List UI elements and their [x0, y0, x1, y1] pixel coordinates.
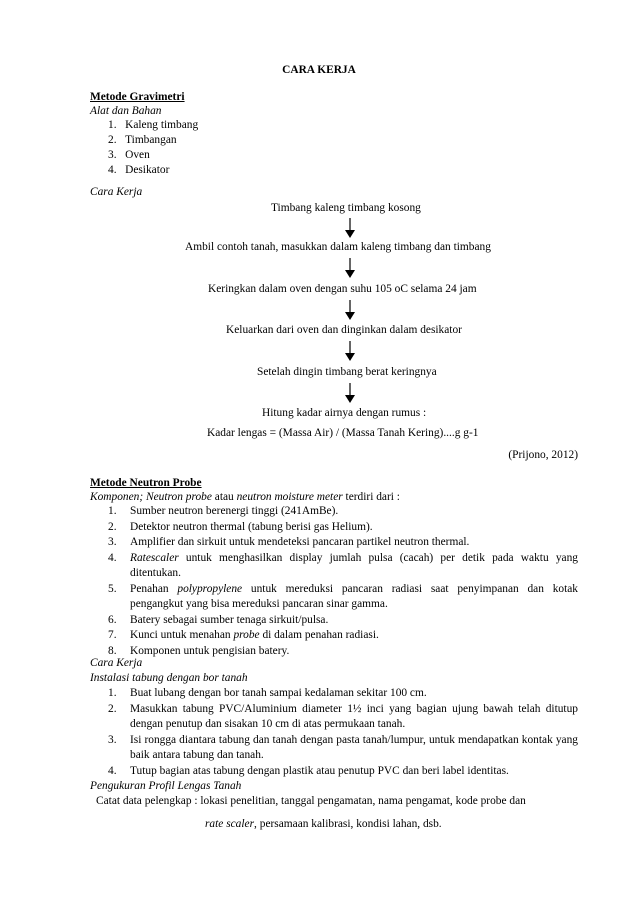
- cara-kerja-label: Cara Kerja: [90, 186, 143, 198]
- page-title: CARA KERJA: [282, 64, 356, 76]
- citation: (Prijono, 2012): [508, 449, 578, 461]
- list-item: 8. Komponen untuk pengisian batery.: [108, 644, 290, 657]
- list-item: 4. Tutup bagian atas tabung dengan plastik atau penutup PVC dan beri label identitas.: [108, 764, 509, 777]
- flow-arrow-icon: [344, 383, 356, 403]
- list-item: 3. Amplifier dan sirkuit untuk mendeteksi pancaran partikel neutron thermal.: [108, 536, 470, 548]
- component-list: [108, 504, 578, 659]
- catat-data-line: rate scaler, persamaan kalibrasi, kondisi lahan, dsb.: [205, 818, 442, 830]
- alat-list-item: 3. Oven: [108, 149, 150, 161]
- flow-arrow-icon: [344, 300, 356, 320]
- list-item: 2. Masukkan tabung PVC/Aluminium diameter 1½ inci yang bagian ujung bawah telah ditutup dengan penutup dan sisakan 10 cm di atas permukaan tanah.: [108, 702, 578, 730]
- list-item: 1. Sumber neutron berenergi tinggi (241AmBe).: [108, 505, 339, 517]
- installation-steps: [108, 686, 578, 779]
- flow-step: Keringkan dalam oven dengan suhu 105 oC selama 24 jam: [208, 283, 477, 295]
- flow-step: Keluarkan dari oven dan dinginkan dalam desikator: [226, 324, 462, 336]
- list-item: 6. Batery sebagai sumber tenaga sirkuit/pulsa.: [108, 613, 329, 626]
- flow-step: Setelah dingin timbang berat keringnya: [257, 366, 437, 378]
- list-item: 4. Ratescaler untuk menghasilkan display jumlah pulsa (cacah) per detik pada waktu yang ditentukan.: [108, 551, 578, 579]
- neutron-heading: Metode Neutron Probe: [90, 477, 202, 489]
- gravimetri-heading: Metode Gravimetri: [90, 91, 185, 103]
- alat-bahan-label: Alat dan Bahan: [90, 105, 162, 117]
- flow-arrow-icon: [344, 258, 356, 278]
- alat-list-item: 4. Desikator: [108, 164, 170, 176]
- pengukuran-label: Pengukuran Profil Lengas Tanah: [90, 780, 242, 792]
- flow-step: Ambil contoh tanah, masukkan dalam kaleng timbang dan timbang: [185, 241, 491, 253]
- list-item: 1. Buat lubang dengan bor tanah sampai kedalaman sekitar 100 cm.: [108, 687, 427, 699]
- catat-data-line: Catat data pelengkap : lokasi penelitian, tanggal pengamatan, nama pengamat, kode probe dan: [96, 795, 526, 807]
- cara-kerja-label: Cara Kerja: [90, 657, 143, 669]
- flow-arrow-icon: [344, 218, 356, 238]
- list-item: 7. Kunci untuk menahan probe di dalam penahan radiasi.: [108, 629, 379, 641]
- alat-list-item: 1. Kaleng timbang: [108, 119, 199, 131]
- neutron-intro: Komponen; Neutron probe atau neutron moisture meter terdiri dari :: [90, 491, 400, 503]
- flow-step: Timbang kaleng timbang kosong: [271, 202, 421, 214]
- alat-list-item: 2. Timbangan: [108, 134, 177, 146]
- list-item: 3. Isi rongga diantara tabung dan tanah dengan pasta tanah/lumpur, untuk mendapatkan kontak yang baik antara tabung dan tanah.: [108, 733, 578, 761]
- flow-arrow-icon: [344, 341, 356, 361]
- instalasi-label: Instalasi tabung dengan bor tanah: [90, 672, 248, 684]
- list-item: 5. Penahan polypropylene untuk mereduksi pancaran radiasi saat penyimpanan dan kotak pengangkut yang bisa mereduksi pancaran sinar gamma.: [108, 582, 579, 610]
- formula: Kadar lengas = (Massa Air) / (Massa Tanah Kering)....g g-1: [207, 427, 479, 439]
- flow-step: Hitung kadar airnya dengan rumus :: [262, 407, 427, 419]
- list-item: 2. Detektor neutron thermal (tabung berisi gas Helium).: [108, 520, 373, 533]
